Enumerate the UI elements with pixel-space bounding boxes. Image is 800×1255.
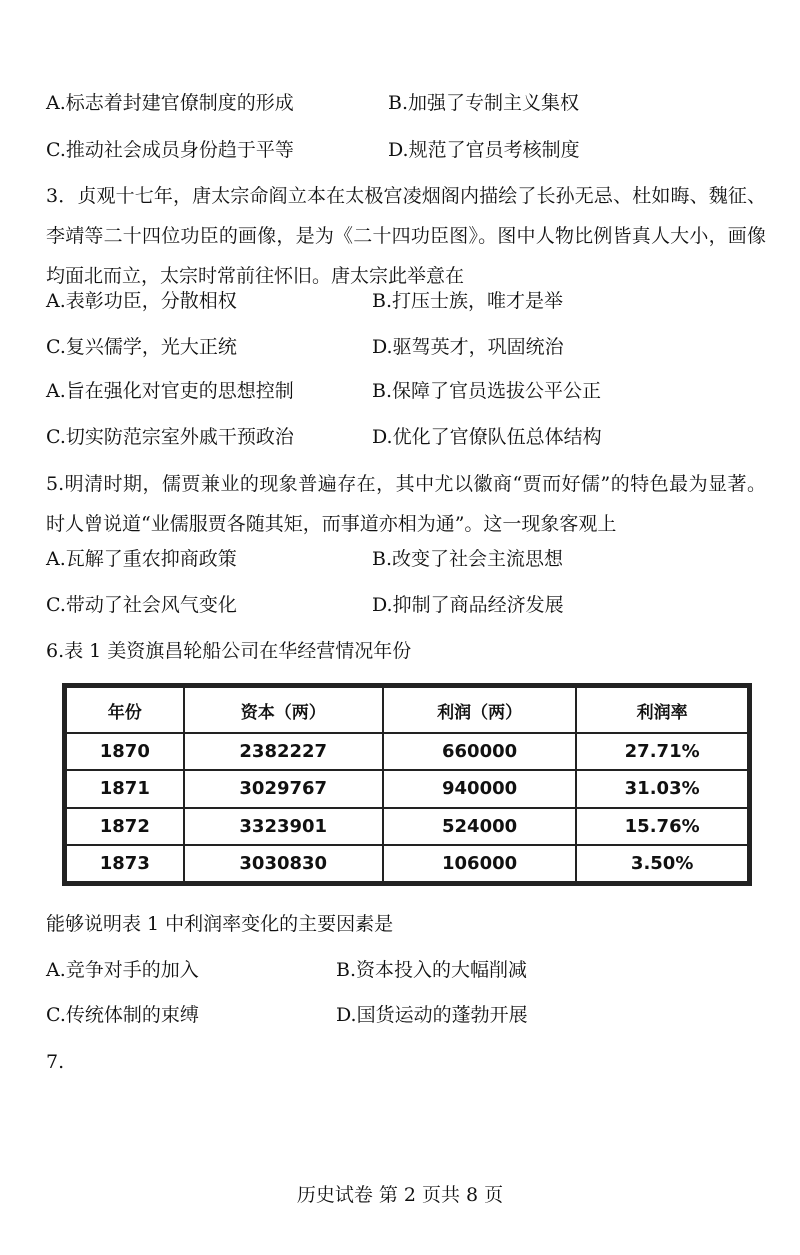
cell-profit-rate: 31.03% [576, 770, 748, 807]
q5-option-c: C.带动了社会风气变化 [46, 594, 237, 616]
table-header-row [66, 687, 748, 733]
q3-stem: 3．贞观十七年，唐太宗命阎立本在太极宫凌烟阁内描绘了长孙无忌、杜如晦、魏征、李靖等二十四位功臣的画像，是为《二十四功臣图》。图中人物比例皆真人大小，画像均面北而立，太宗时常前往怀旧。唐太宗此举意在 [46, 185, 766, 287]
cell-year: 1873 [66, 845, 184, 882]
cell-year: 1870 [66, 733, 184, 770]
q5-option-d: D.抑制了商品经济发展 [372, 594, 564, 616]
cell-profit-rate: 15.76% [576, 808, 748, 845]
table-row [66, 808, 748, 845]
q7-number: 7. [46, 1051, 65, 1073]
q4-option-d: D.优化了官僚队伍总体结构 [372, 426, 602, 448]
q6-option-a: A.竞争对手的加入 [46, 959, 199, 981]
q6-option-c: C.传统体制的束缚 [46, 1004, 199, 1026]
q5-option-a: A.瓦解了重农抑商政策 [46, 548, 237, 570]
q4-option-a: A.旨在强化对官吏的思想控制 [46, 380, 294, 402]
q6-option-d: D.国货运动的蓬勃开展 [336, 1004, 528, 1026]
q3-option-b: B.打压士族，唯才是举 [372, 290, 564, 312]
q6-data-table [62, 683, 752, 886]
cell-year: 1871 [66, 770, 184, 807]
table-row [66, 845, 748, 882]
cell-year: 1872 [66, 808, 184, 845]
q3-option-d: D.驱驾英才，巩固统治 [372, 336, 564, 358]
table-row [66, 770, 748, 807]
cell-profit: 524000 [383, 808, 576, 845]
q2-option-d: D.规范了官员考核制度 [388, 139, 580, 161]
q6-table-caption: 6.表 1 美资旗昌轮船公司在华经营情况年份 [46, 640, 412, 662]
q3-option-c: C.复兴儒学，光大正统 [46, 336, 237, 358]
q4-option-c: C.切实防范宗室外戚干预政治 [46, 426, 294, 448]
cell-capital: 3030830 [184, 845, 383, 882]
header-profit: 利润（两） [383, 687, 576, 733]
q6-option-b: B.资本投入的大幅削减 [336, 959, 528, 981]
q4-option-b: B.保障了官员选拔公平公正 [372, 380, 602, 402]
q5-option-b: B.改变了社会主流思想 [372, 548, 564, 570]
cell-capital: 2382227 [184, 733, 383, 770]
q3-option-a: A.表彰功臣，分散相权 [46, 290, 237, 312]
cell-profit-rate: 27.71% [576, 733, 748, 770]
cell-capital: 3029767 [184, 770, 383, 807]
header-capital: 资本（两） [184, 687, 383, 733]
cell-capital: 3323901 [184, 808, 383, 845]
header-profit-rate: 利润率 [576, 687, 748, 733]
page-footer: 历史试卷 第 2 页共 8 页 [296, 1184, 504, 1206]
cell-profit-rate: 3.50% [576, 845, 748, 882]
header-year: 年份 [66, 687, 184, 733]
cell-profit: 660000 [383, 733, 576, 770]
table-row [66, 733, 748, 770]
q5-stem: 5.明清时期，儒贾兼业的现象普遍存在，其中尤以徽商“贾而好儒”的特色最为显著。时人曾说道“业儒服贾各随其矩，而事道亦相为通”。这一现象客观上 [46, 473, 766, 535]
cell-profit: 940000 [383, 770, 576, 807]
q2-option-c: C.推动社会成员身份趋于平等 [46, 139, 294, 161]
q2-option-a: A.标志着封建官僚制度的形成 [46, 92, 294, 114]
q6-question: 能够说明表 1 中利润率变化的主要因素是 [46, 913, 394, 935]
cell-profit: 106000 [383, 845, 576, 882]
q2-option-b: B.加强了专制主义集权 [388, 92, 580, 114]
